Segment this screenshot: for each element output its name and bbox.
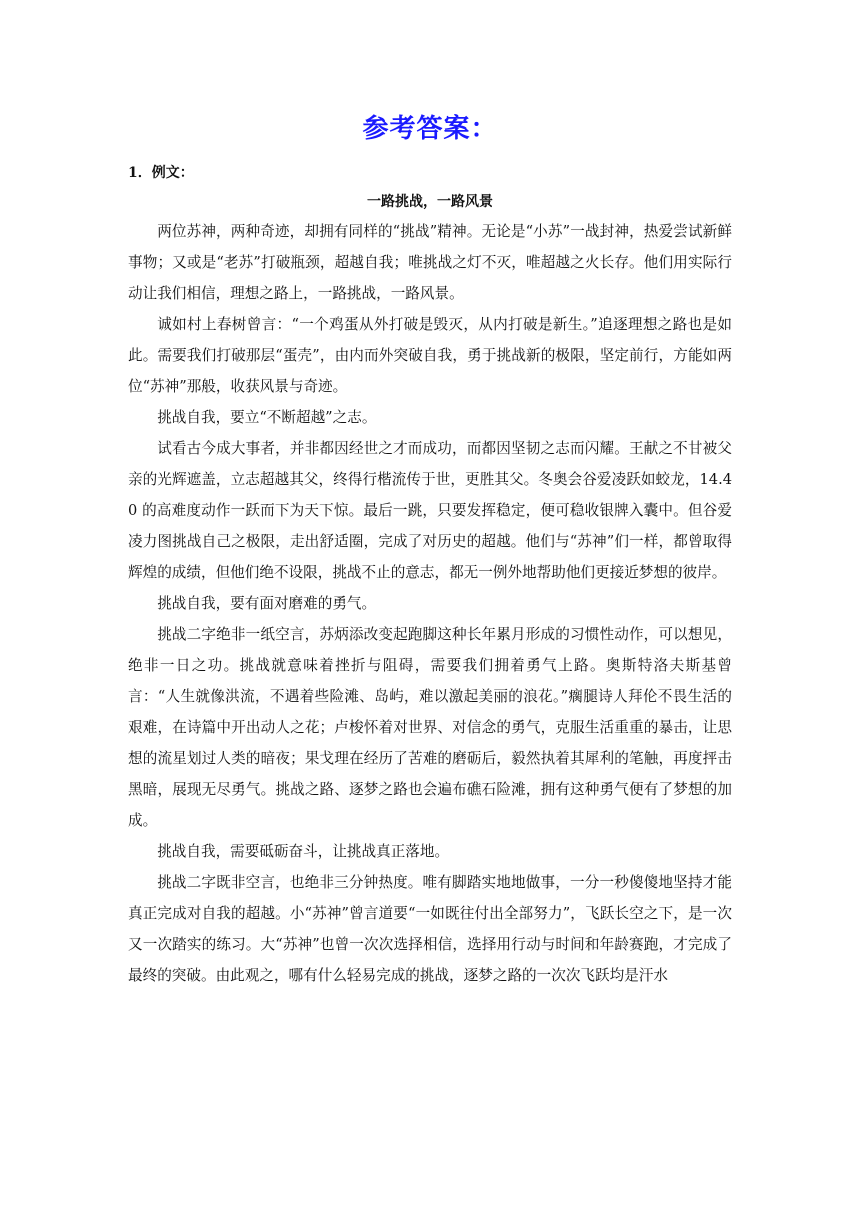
essay-title: 一路挑战，一路风景 bbox=[367, 194, 493, 210]
essay-body bbox=[128, 216, 732, 991]
paragraph: 诚如村上春树曾言：“一个鸡蛋从外打破是毁灭，从内打破是新生。”追逐理想之路也是如此。需要我们打破那层“蛋壳”，由内而外突破自我，勇于挑战新的极限，坚定前行，方能如两位“苏神”那般，收获风景与奇迹。 bbox=[128, 316, 732, 395]
paragraph: 挑战二字绝非一纸空言，苏炳添改变起跑脚这种长年累月形成的习惯性动作，可以想见，绝非一日之功。挑战就意味着挫折与阻碍，需要我们拥着勇气上路。奥斯特洛夫斯基曾言：“人生就像洪流，不遇着些险滩、岛屿，难以激起美丽的浪花。”瘸腿诗人拜伦不畏生活的艰难，在诗篇中开出动人之花；卢梭怀着对世界、对信念的勇气，克服生活重重的暴击，让思想的流星划过人类的暗夜；果戈理在经历了苦难的磨砺后，毅然执着其犀利的笔触，再度抨击黑暗，展现无尽勇气。挑战之路、逐梦之路也会遍布礁石险滩，拥有这种勇气便有了梦想的加成。 bbox=[128, 626, 732, 829]
question-label: 1．例文： bbox=[128, 165, 194, 181]
paragraph: 挑战二字既非空言，也绝非三分钟热度。唯有脚踏实地地做事，一分一秒傻傻地坚持才能真正完成对自我的超越。小“苏神”曾言道要“一如既往付出全部努力”，飞跃长空之下，是一次又一次踏实的练习。大“苏神”也曾一次次选择相信，选择用行动与时间和年龄赛跑，才完成了最终的突破。由此观之，哪有什么轻易完成的挑战，逐梦之路的一次次飞跃均是汗水 bbox=[128, 874, 732, 984]
page-title: 参考答案： bbox=[362, 114, 498, 144]
paragraph: 试看古今成大事者，并非都因经世之才而成功，而都因坚韧之志而闪耀。王献之不甘被父亲的光辉遮盖，立志超越其父，终得行楷流传于世，更胜其父。冬奥会谷爱凌跃如蛟龙，14.40 的高难度动作一跃而下为天下惊。最后一跳，只要发挥稳定，便可稳收银牌入囊中。但谷爱凌力图挑战自己之极限，走出舒适圈，完成了对历史的超越。他们与“苏神”们一样，都曾取得辉煌的成绩，但他们绝不设限，挑战不止的意志，都无一例外地帮助他们更接近梦想的彼岸。 bbox=[128, 440, 732, 581]
paragraph: 挑战自我，要立“不断超越”之志。 bbox=[157, 409, 377, 426]
paragraph: 挑战自我，需要砥砺奋斗，让挑战真正落地。 bbox=[157, 843, 450, 860]
paragraph: 挑战自我，要有面对磨难的勇气。 bbox=[157, 595, 377, 612]
paragraph: 两位苏神，两种奇迹，却拥有同样的“挑战”精神。无论是“小苏”一战封神，热爱尝试新鲜事物；又或是“老苏”打破瓶颈，超越自我；唯挑战之灯不灭，唯超越之火长存。他们用实际行动让我们相信，理想之路上，一路挑战，一路风景。 bbox=[128, 223, 732, 302]
